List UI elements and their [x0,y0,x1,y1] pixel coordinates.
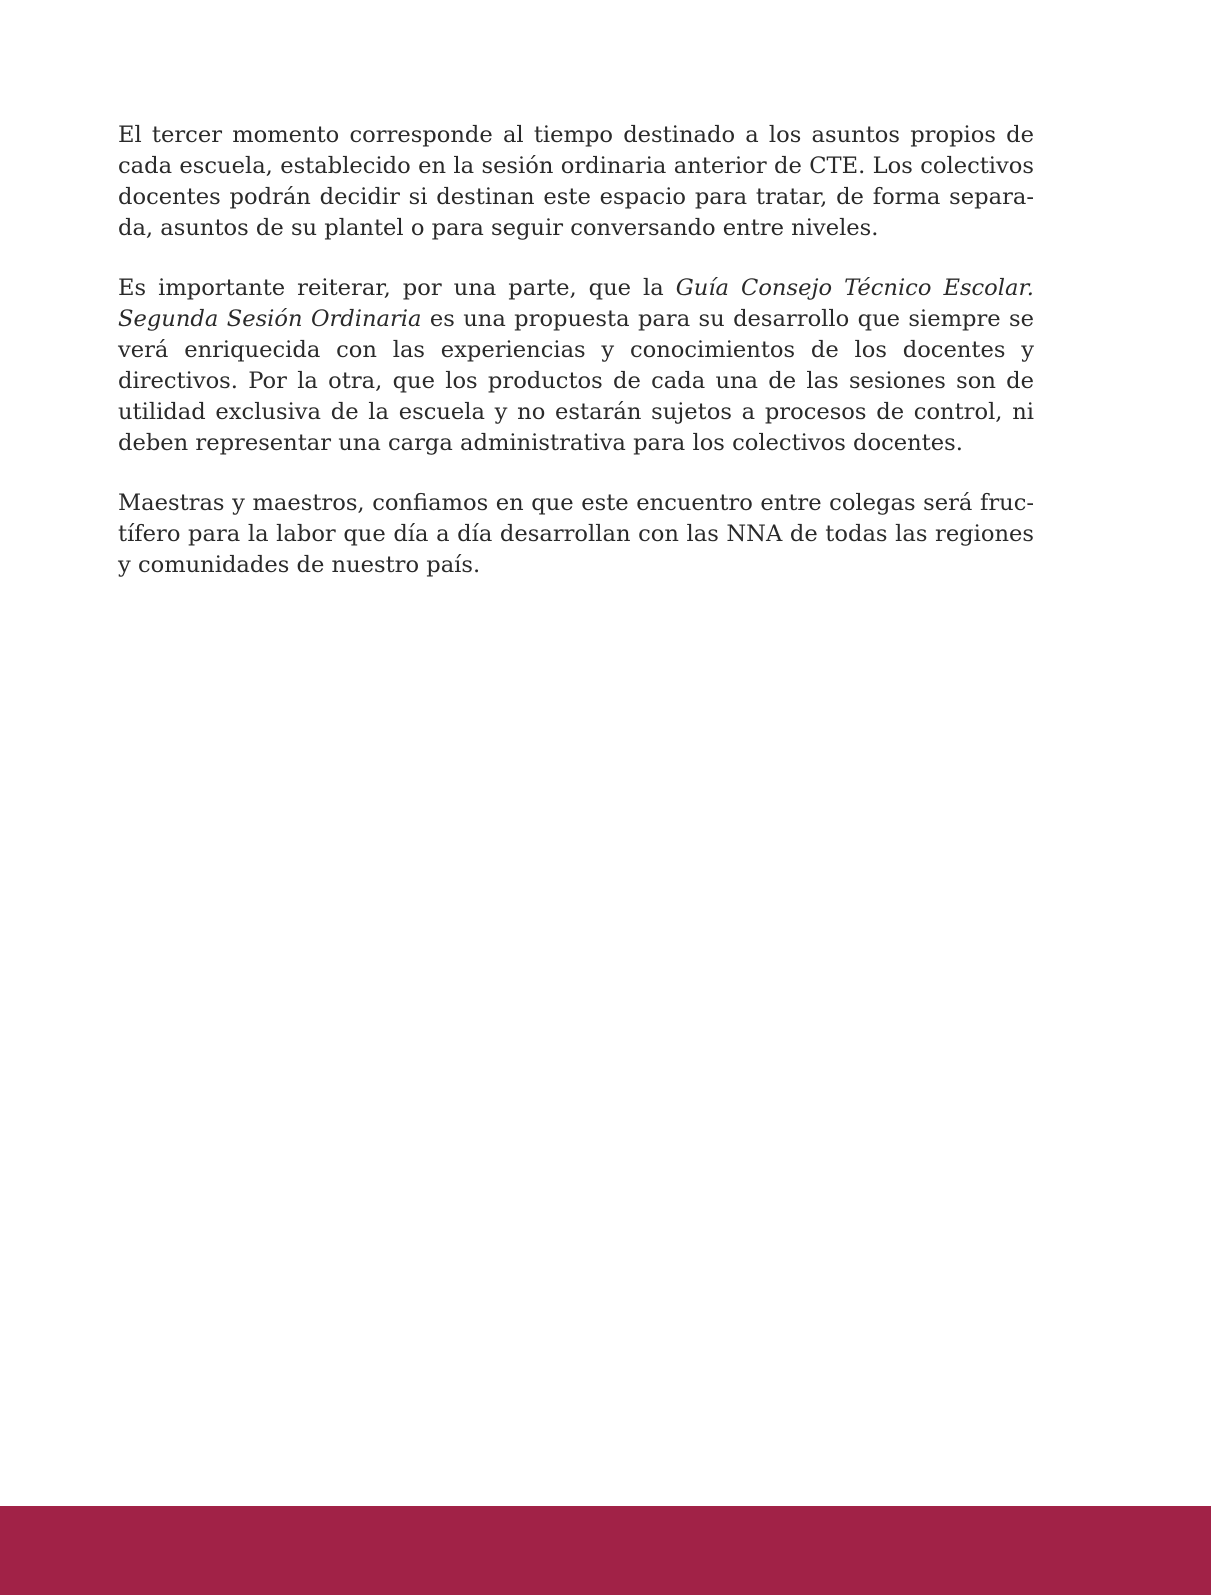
guide-remainder-text: es una propuesta para su desarrollo que siempre se verá enriquecida con las experiencias y conocimientos de los docentes y directivos. Por la otra, que los productos de cada una de las sesiones son de utilidad exclusiva de la escuela y no estarán sujetos a procesos de control, ni deben representar una carga administrativa para los colectivos docentes. [118,306,1034,456]
footer-color-band [0,1506,1211,1595]
guide-title: Guía Consejo Técnico Escolar. Segunda Sesión Ordinaria [118,275,1034,332]
paragraph-closing-message: Maestras y maestros, confiamos en que este encuentro entre colegas será fructífero para la labor que día a día desarrollan con las NNA de todas las regiones y comunidades de nuestro país. [118,490,1034,578]
page-body-text [118,120,1034,610]
guide-intro-text: Es importante reiterar, por una parte, que la [118,275,676,301]
paragraph-guide-reminder [118,273,1034,459]
paragraph-third-moment: El tercer momento corresponde al tiempo destinado a los asuntos propios de cada escuela, establecido en la sesión ordinaria anterior de CTE. Los colectivos docentes podrán decidir si destinan este espacio para tratar, de forma separada, asuntos de su plantel o para seguir conversando entre niveles. [118,122,1034,241]
